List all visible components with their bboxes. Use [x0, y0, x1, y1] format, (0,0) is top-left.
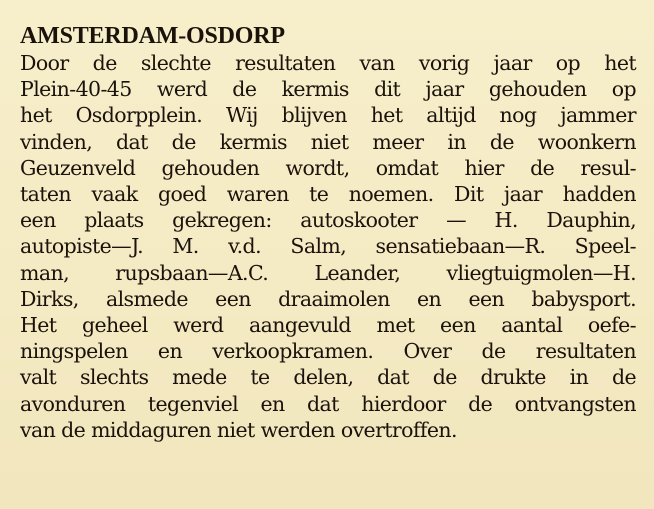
- article-line: avonduren tegenviel en dat hierdoor de ontvangsten: [20, 391, 636, 416]
- article-line: Geuzenveld gehouden wordt, omdat hier de resul-: [20, 155, 636, 180]
- article-line: vinden, dat de kermis niet meer in de woonkern: [20, 129, 636, 154]
- article-line: man, rupsbaan—A.C. Leander, vliegtuigmolen—H.: [20, 260, 636, 285]
- article-line: Door de slechte resultaten van vorig jaar op het: [20, 51, 636, 75]
- article-line: Plein-40-45 werd de kermis dit jaar gehouden op: [20, 77, 636, 102]
- article-line: een plaats gekregen: autoskooter — H. Dauphin,: [20, 208, 636, 233]
- article: [20, 22, 636, 443]
- article-line: het Osdorpplein. Wij blijven het altijd nog jammer: [20, 103, 636, 128]
- article-line: Dirks, alsmede een draaimolen en een babysport.: [20, 286, 636, 311]
- article-title: AMSTERDAM-OSDORP: [20, 23, 285, 49]
- article-line: autopiste—J. M. v.d. Salm, sensatiebaan—R. Speel-: [20, 234, 636, 259]
- article-line: valt slechts mede te delen, dat de drukte in de: [20, 365, 636, 390]
- article-line: ningspelen en verkoopkramen. Over de resultaten: [20, 339, 636, 364]
- article-line: taten vaak goed waren te noemen. Dit jaar hadden: [20, 182, 636, 207]
- article-line: van de middaguren niet werden overtroffen.: [20, 417, 457, 442]
- article-line: Het geheel werd aangevuld met een aantal oefe-: [20, 313, 636, 338]
